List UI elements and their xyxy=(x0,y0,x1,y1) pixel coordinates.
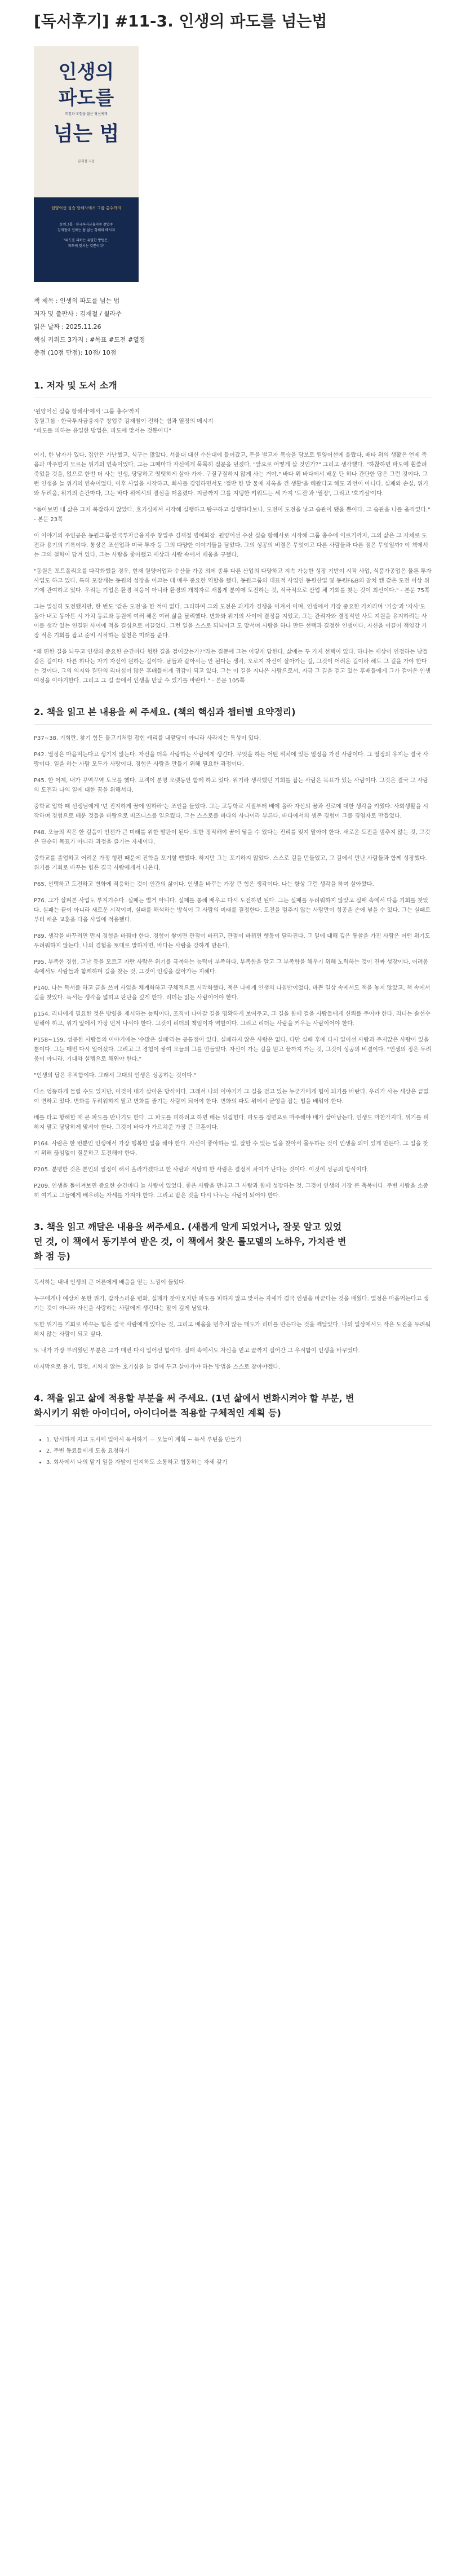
section-divider xyxy=(34,724,432,725)
section-divider xyxy=(34,1268,432,1269)
cover-title-line1: 인생의 xyxy=(58,61,114,83)
paragraph: 마지막으로 용기, 열정, 지치지 않는 호기심을 늘 곁에 두고 살아가야 하는 방법을 스스로 찾아야겠다. xyxy=(34,1364,281,1370)
meta-book-title: 책 제목 : 인생의 파도를 넘는 법 xyxy=(34,297,120,305)
paragraph: 중학교를 졸업하고 어려운 가정 형편 때문에 진학을 포기할 뻔했다. 하지만 그는 포기하지 않았다. 스스로 길을 만들었고, 그 길에서 만난 사람들과 함께 성장했다. 위기를 기회로 바꾸는 힘은 결국 사람에게서 나온다. xyxy=(34,855,427,871)
action-item: • 3. 회사에서 나의 맡기 일을 자발이 인지하도 소통하고 협동하는 자세 갖기 xyxy=(46,1457,432,1468)
paragraph: p154. 리더에게 필요한 것은 방향을 제시하는 능력이다. 조직이 나아갈 길을 명확하게 보여주고, 그 길을 함께 걸을 사람들에게 신뢰를 주어야 한다. 리더는 솔선수범해야 하고, 위기 앞에서 가장 먼저 나서야 한다. 그것이 리더의 책임이자 역할이다. 그리고 리더는 사람을 키우는 사람이어야 한다. xyxy=(34,1011,431,1027)
paragraph: "왜 편한 길을 놔두고 인생의 중요한 순간마다 험한 길을 걸어갔는가?"라는 질문에 그는 이렇게 답한다. 삶에는 두 가지 선택이 있다. 하나는 세상이 인정하는 남들 같은 길이다. 다른 하나는 자기 자신이 원하는 길이다. 남들과 같아서는 안 된다는 생각, 오로지 자신이 살아가는 길, 그것이 어려운 길이라 해도 그 길을 가야 한다는 것이다. 그의 의지와 결단의 리더십이 많은 후배들에게 귀감이 되고 있다. 그는 이 길을 지나온 사람으로서, 지금 그 길을 걷고 있는 후배들에게 그가 걸어온 인생 여정을 이야기한다. 그리고 그 길 끝에서 인생을 만날 수 있기를 바란다." - 본문 105쪽 xyxy=(34,649,431,684)
section-application xyxy=(34,1391,432,1468)
section-heading-line1: 3. 책을 읽고 깨달은 내용을 써주세요. (새롭게 알게 되었거나, 잘못 알고 있었 xyxy=(34,1221,342,1232)
cover-band xyxy=(34,197,139,282)
paragraph: P65. 선택하고 도전하고 변화에 적응하는 것이 인간의 삶이다. 인생을 바꾸는 가장 큰 힘은 생각이다. 나는 항상 그런 생각을 하며 살아왔다. xyxy=(34,881,374,888)
cover-author: 김재철 지음 xyxy=(77,160,95,164)
section-summary xyxy=(34,705,432,1201)
paragraph: P205. 분명한 것은 본인의 열정이 해서 올라가겠다고 한 사람과 적당히 한 사람은 결정적 차이가 난다는 것이다. 이것이 성공의 방식이다. xyxy=(34,1167,369,1173)
paragraph: 또한 위기를 기회로 바꾸는 힘은 결국 사람에게 있다는 것, 그리고 배움을 멈추지 않는 태도가 리더를 만든다는 것을 깨달았다. 나의 일상에서도 작은 도전을 두려워하지 않는 사람이 되고 싶다. xyxy=(34,1322,431,1338)
paragraph: P76. 그가 살펴본 사업도 부지기수다. 실패는 별거 아니다. 실패를 통해 배우고 다시 도전하면 된다. 그는 실패를 두려워하지 않았고 실패 속에서 다음 기회를 찾았다. 실패는 끝이 아니라 새로운 시작이며, 실패를 해석하는 방식이 그 사람의 미래를 결정한다. 도전을 멈추지 않는 사람만이 성공을 손에 넣을 수 있다. 그는 실패로부터 배운 교훈을 다음 사업에 적용했다. xyxy=(34,898,431,923)
paragraph: 이 이야기의 주인공은 동원그룹·한국투자금융지주 창업주 김재철 명예회장. 원양어선 수산 실습 항해사로 시작해 그룹 총수에 이르기까지, 그의 삶은 그 자체로 도전과 용기의 기록이다. 통상은 조선업과 미국 투자 등 그의 다양한 이야기들을 담았다. 그의 성공의 비결은 무엇이고 다른 사람들과 다른 점은 무엇일까? 이 책에서는 그의 철학이 담겨 있다. 그는 사람을 좋아했고 세상과 사람 속에서 배움을 구했다. xyxy=(34,533,428,558)
paragraph: 다소 엉뚱하게 들릴 수도 있지만, 이것이 내가 살아온 방식이다. 그래서 나의 이야기가 그 길을 걷고 있는 누군가에게 힘이 되기를 바란다. 우리가 사는 세상은 끝없이 변하고 있다. 변화를 두려워하지 말고 변화를 즐기는 사람이 되어야 한다. 변화의 파도 위에서 균형을 잡는 법을 배워야 한다. xyxy=(34,1089,429,1105)
action-item: • 2. 주변 동료들에게 도움 요청하기 xyxy=(46,1446,432,1457)
paragraph: P95. 부족한 경험, 고난 등을 모르고 자란 사람은 위기를 극복하는 능력이 부족하다. 부족함을 알고 그 부족함을 채우기 위해 노력하는 것이 진짜 성장이다. 어려움 속에서도 사람들과 함께하며 길을 찾는 것, 그것이 인생을 살아가는 지혜다. xyxy=(34,959,429,975)
action-list xyxy=(34,1435,432,1468)
book-meta xyxy=(34,294,432,359)
paragraph: P37~38. 기회란, 찾기 힘든 물고기처럼 잡힌 캐리를 내맡당이 아니라 사라지는 특성이 있다. xyxy=(34,735,261,742)
paragraph: 독서하는 내내 인생의 큰 어른에게 배움을 얻는 느낌이 들었다. xyxy=(34,1280,187,1286)
section-heading-line3: 화 점 등) xyxy=(34,1251,70,1261)
cover-subtitle: 도전과 모험을 많은 당신에게 xyxy=(65,112,108,116)
paragraph: P42. 열정은 마음먹는다고 생기지 않는다. 자신을 더욱 사랑하는 사람에게 생긴다. 무엇을 하든 어떤 위치에 있든 열정을 가진 사람이다. 그 열정의 유지는 결국 사랑이다. 일을 하는 사람 모두가 사랑이다. 경험은 사람을 만들기 위해 필요한 과정이다. xyxy=(34,752,429,767)
section-heading-line2: 화시키기 위한 아이디어, 아이디어를 적용할 구체적인 계획 등) xyxy=(34,1408,281,1418)
section-heading-line1: 4. 책을 읽고 삶에 적용할 부분을 써 주세요. (1년 삶에서 변화시켜야 할 부분, 변 xyxy=(34,1393,354,1404)
section-lessons xyxy=(34,1220,432,1372)
section-heading: 1. 저자 및 도서 소개 xyxy=(34,380,117,391)
cover-tagline: 원양어선 실습 항해사에서 그룹 총수까지 xyxy=(51,206,121,210)
paragraph: 배를 타고 항해할 때 큰 파도를 만나기도 한다. 그 파도를 피하려고 하면 배는 뒤집힌다. 파도를 정면으로 마주해야 배가 살아남는다. 인생도 마찬가지다. 위기를 피하지 말고 당당하게 맞서야 한다. 그것이 바다가 가르쳐준 가장 큰 교훈이다. xyxy=(34,1115,429,1131)
quote-line: '원양어선 실습 항해사'에서 '그룹 총수'까지 xyxy=(34,409,140,415)
section-divider xyxy=(34,1425,432,1426)
paragraph: "돌아보면 내 삶은 그저 복잡하지 않았다. 호기심에서 시작해 실행하고 탐구하고 실행하다보니, 도전이 도전을 낳고 습관이 됐을 뿐이다. 그 습관을 나를 움직였다." - 본문 23쪽 xyxy=(34,507,431,523)
cover-title-line3: 넘는 법 xyxy=(53,122,119,145)
cover-title-line2: 파도를 xyxy=(58,87,114,109)
cover-band-line4: 파도에 맞서는 것뿐이다" xyxy=(68,244,105,248)
paragraph: P164. 사람은 한 번뿐인 인생에서 가장 행복한 일을 해야 한다. 자신이 좋아하는 일, 잘할 수 있는 일을 찾아서 몰두하는 것이 인생을 의미 있게 만든다. 그 일을 찾기 위해 끊임없이 질문하고 도전해야 한다. xyxy=(34,1141,429,1157)
paragraph: 여기, 한 남자가 있다. 집안은 가난했고, 식구는 많았다. 서울대 대신 수산대에 들어갔고, 돈을 벌고자 목숨을 담보로 원양어선에 올랐다. 배타 위의 생활은 언제 죽음과 마주할지 모르는 위기의 연속이었다. 그는 그때마다 자신에게 묵묵히 질문을 던졌다. "앞으로 어떻게 살 것인가?" 그리고 생각했다. "하찮하면 파도에 휩쓸려 죽었을 것을, 없으로 한번 더 사는 인생, 당당하고 떳떳하게 살아 가자. 구질구질하지 않게 사는 거야." 바다 위 바다에서 배운 단 하나 간단한 답은 그런 것이다. 그런 인생을 늘 위기의 연속이었다. 이후 사업을 시작하고, 회사를 경영하면서도 '절반 한 발 물에 지옥을 건 생활'을 해왔다고 해도 과언이 아니다. 실패와 손실, 위기와 두려움, 위기의 순간마다, 그는 바다 위에서의 결심을 떠올렸다. 지금까지 그를 지탱한 키워드는 세 가지 '도전'과 '열정', 그리고 '호기심'이다. xyxy=(34,452,428,497)
meta-keywords: 핵심 키워드 3가지 : #목표 #도전 #열정 xyxy=(34,336,145,343)
paragraph: 그는 열심히 도전했지만, 한 번도 '같은 도전'을 한 적이 없다. 그리하여 그의 도전은 과제가 경쟁을 이겨서 이며, 인생에서 가장 중요한 가치라며 '기술'과 '자사'도 돌아 내고 동아뜬 시 가치 동료와 동원에 여러 해온 여러 삶을 달리했다. 변화와 위기의 사이에 결정을 지었고, 그는 관리자와 결정적인 사도 지원을 유지하려는 사이를 생각 있는 연결된 사이에 적을 결심으로 이끌었다. 그런 일을 스스로 되뇌이고 도 맞서며 사람을 하나 만든 선택과 결정한 인생이다. 자신을 이끌어 책임감 가장 적은 기회를 잡고 준비 시작하는 실천은 미래를 준다. xyxy=(34,604,427,639)
paragraph: P45. 한 어제, 내가 꾸역꾸역 도모를 했다. 고객이 분명 오랫동안 함께 하고 있다. 위기라 생각했던 기회를 잡는 사람은 목표가 있는 사람이다. 그것은 결국 그 사람의 도전과 나의 일에 대한 꿈을 위해서다. xyxy=(34,778,429,793)
paragraph: "동원은 포트폴리오를 다각화했을 경우, 현재 원양어업과 수산물 가공 외에 종류 다른 산업의 다양하고 지속 가능한 성장 기반이 시작 사업, 식품가공업은 물론 투자 사업도 하고 있다. 특히 포장재는 동원의 성장을 이끄는 데 매우 중요한 역할을 했다. 동원그룹의 대표적 사업인 동원산업 및 동원F&B의 참치 캔 같은 도전 이상 위기에 관여하고 있다. 우리는 기업은 환경 적응이 아니라 환경의 개척자로 새롭게 분야에 도전하는 것, 적극적으로 산업 체 기회를 찾는 것이 최선이다." - 본문 75쪽 xyxy=(34,568,432,594)
post-title: [독서후기] #11-3. 인생의 파도를 넘는법 xyxy=(34,12,327,30)
section-heading: 2. 책을 읽고 본 내용을 써 주세요. (책의 핵심과 챕터별 요약정리) xyxy=(34,707,296,717)
section-author-intro xyxy=(34,378,432,686)
action-item: • 1. 당시하게 지고 도시에 일아시 독서하기 — 오늘이 계획 ~ 독서 루틴을 만들기 xyxy=(46,1435,432,1446)
paragraph: 중학교 입학 때 선생님에게 '넌 진지하게 꿈에 임하라'는 조언을 들었다. 그는 고등학교 시절부터 배에 올라 자신의 꿈과 진로에 대한 생각을 키웠다. 사회생활을 시작하며 경험으로 배운 것들을 바탕으로 비즈니스를 일으켰다. 그는 스스로를 바다의 사나이라 부른다. 바다에서의 생존 경험이 그를 경영자로 만들었다. xyxy=(34,804,429,819)
quote-line: 동원그룹 · 한국투자금융지주 창업주 김재철이 전하는 쉼과 열정의 메시지 xyxy=(34,418,214,425)
paragraph: 또 내가 가장 부러웠던 부분은 그가 매번 다시 일어선 힘이다. 실패 속에서도 자신을 믿고 끝까지 걸어간 그 우직함이 인생을 바꾸었다. xyxy=(34,1348,360,1354)
paragraph: P89. 생각을 바꾸려면 먼저 경험을 바꿔야 한다. 경험이 쌓이면 관점이 바뀌고, 관점이 바뀌면 행동이 달라진다. 그 일에 대해 깊은 통찰을 가진 사람은 어떤 위기도 두려워하지 않는다. 나의 경험을 토대로 말하자면, 바다는 사람을 강하게 만든다. xyxy=(34,933,431,949)
paragraph: 누구에게나 예상치 못한 위기, 갑작스러운 변화, 실패가 찾아오지만 파도를 피하지 않고 맞서는 자세가 결국 인생을 바꾼다는 것을 배웠다. 열정은 마음먹는다고 생기는 것이 아니라 자신을 사랑하는 사람에게 생긴다는 말이 깊게 남았다. xyxy=(34,1296,429,1312)
paragraph: P48. 오늘의 작은 한 걸음이 언젠가 큰 미래를 위한 발판이 된다. 또한 정직해야 꿈에 닿을 수 있다는 진리를 잊지 말아야 한다. 새로운 도전을 멈추지 않는 것, 그것은 단순히 목표가 아니라 과정을 즐기는 자세이다. xyxy=(34,830,431,845)
meta-author: 저자 및 출판사 : 김재철 / 윌라주 xyxy=(34,310,122,317)
meta-score: 총점 (10점 만점): 10점/ 10점 xyxy=(34,349,117,356)
paragraph: "인생의 답은 우직함이다. 그래서 그대의 인생은 성공하는 것이다." xyxy=(34,1073,197,1079)
paragraph: P209. 인생을 돌이켜보면 중요한 순간마다 늘 사람이 있었다. 좋은 사람을 만나고 그 사람과 함께 성장하는 것, 그것이 인생의 가장 큰 축복이다. 주변 사람을 소중히 여기고 그들에게 배우려는 자세를 가져야 한다. 그리고 받은 것을 다시 나누는 사람이 되어야 한다. xyxy=(34,1183,429,1199)
paragraph: P140. 나는 독서를 하고 글을 쓰며 사업을 체계화하고 구체적으로 시각화했다. 책은 나에게 인생의 나침반이었다. 바쁜 일상 속에서도 책을 놓지 않았고, 책 속에서 길을 찾았다. 독서는 생각을 넓히고 판단을 깊게 한다. 리더는 읽는 사람이어야 한다. xyxy=(34,985,431,1001)
book-cover-image xyxy=(34,46,139,282)
section-heading-line2: 던 것, 이 책에서 동기부여 받은 것, 이 책에서 찾은 롤모델의 노하우, 가치관 변 xyxy=(34,1236,347,1247)
cover-band-line2: 김재철이 전하는 쉼 없는 항해의 메시지 xyxy=(57,228,116,232)
cover-band-line1: 동원그룹 · 한국투자금융지주 창업주 xyxy=(59,223,113,227)
cover-band-line3: "파도를 피하는 유일한 방법은, xyxy=(64,239,109,242)
meta-date: 읽은 날짜 : 2025.11.26 xyxy=(34,323,101,330)
paragraph: P158~159. 성공한 사람들의 이야기에는 '수많은 실패'라는 공통점이 있다. 실패하지 않은 사람은 없다. 다만 실패 후에 다시 일어선 사람과 주저앉은 사람이 있을 뿐이다. 그는 매번 다시 일어섰다. 그리고 그 경험이 쌓여 오늘의 그를 만들었다. 자신이 가는 길을 믿고 끝까지 가는 것, 그것이 성공의 비결이다. "인생의 정은 두려움이 아니라, 기대와 설렘으로 채워야 한다." xyxy=(34,1037,432,1062)
quote-line: "파도를 피하는 유일한 방법은, 파도에 맞서는 것뿐이다" xyxy=(34,428,171,434)
